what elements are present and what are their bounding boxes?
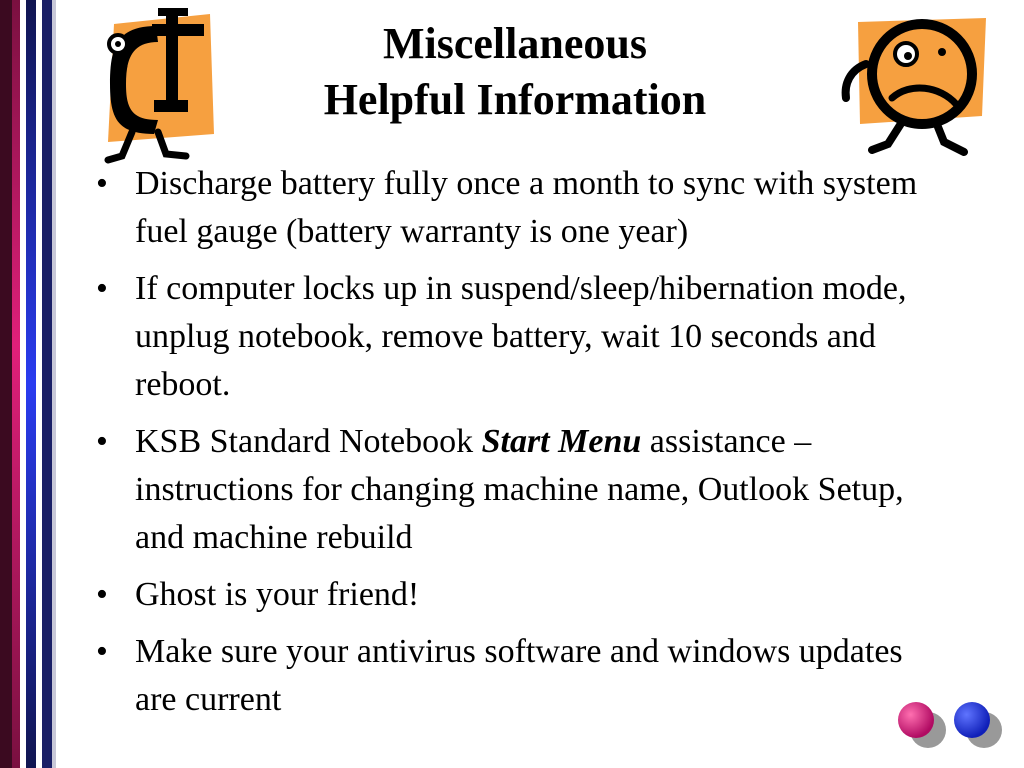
bullet-dot: •: [96, 576, 108, 613]
colored-balls-icon: [890, 696, 1010, 756]
bullet-text-after: assistance – instructions for changing machine name, Outlook Setup, and machine rebuild: [135, 423, 904, 556]
left-stripes-decoration: [0, 0, 64, 768]
list-item: [88, 160, 948, 256]
bullet-emphasis: Start Menu: [481, 423, 642, 460]
bullet-text: Discharge battery fully once a month to sync with system fuel gauge (battery warranty is one year): [135, 165, 918, 250]
worried-face-character-icon: [832, 12, 992, 162]
page-title: [250, 16, 780, 128]
bullet-text: Ghost is your friend!: [135, 576, 420, 613]
stripe-blue: [26, 0, 36, 768]
bullet-dot: •: [96, 423, 108, 460]
stripe-maroon: [0, 0, 12, 768]
bullet-text: Make sure your antivirus software and windows updates are current: [135, 633, 903, 718]
list-item: [88, 628, 948, 724]
list-item: [88, 418, 948, 562]
title-line-1: Miscellaneous: [383, 19, 647, 68]
bullet-list: [88, 160, 948, 733]
bullet-dot: •: [96, 270, 108, 307]
list-item: [88, 571, 948, 619]
list-item: [88, 265, 948, 409]
stripe-navy: [42, 0, 52, 768]
title-line-2: Helpful Information: [323, 75, 707, 124]
bullet-text: If computer locks up in suspend/sleep/hibernation mode, unplug notebook, remove battery, wait 10 seconds and reboot.: [135, 270, 907, 403]
stripe-gray: [52, 0, 56, 768]
clamp-character-icon: [96, 4, 226, 164]
bullet-dot: •: [96, 633, 108, 670]
bullet-text-before: KSB Standard Notebook: [135, 423, 482, 460]
stripe-magenta: [12, 0, 20, 768]
bullet-dot: •: [96, 165, 108, 202]
